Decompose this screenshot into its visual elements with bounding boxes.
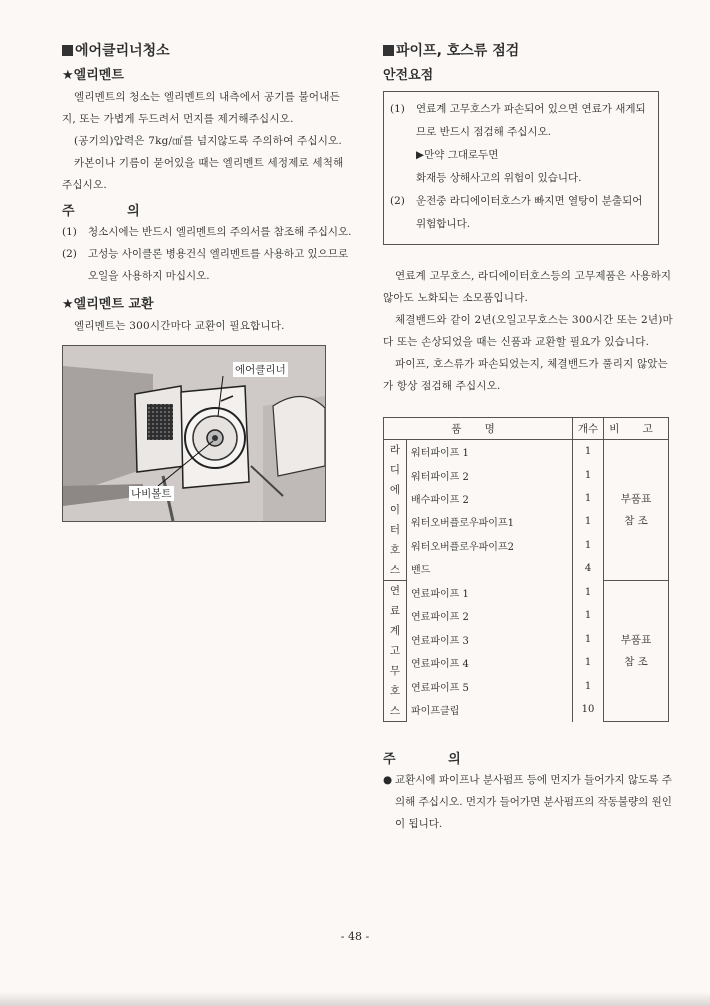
table-row: 워터오버플로우파이프1 1 (384, 510, 669, 533)
group-note: 부품표 참 조 (604, 440, 669, 581)
air-cleaner-section-title: 에어클리너청소 (62, 40, 352, 60)
element-paragraph-3: 카본이나 기름이 묻어있을 때는 엘리멘트 세정제로 세척해 주십시오. (62, 157, 344, 191)
header-part-name: 품 명 (384, 418, 573, 440)
group-note: 부품표 참 조 (604, 581, 669, 722)
left-column (62, 36, 352, 522)
square-bullet-icon (383, 45, 394, 56)
air-cleaner-figure (62, 345, 326, 522)
parts-table (383, 417, 669, 722)
safety-points-title: 안전요점 (383, 68, 434, 83)
page-edge-shadow (0, 992, 710, 1006)
table-row: 연 료 계 고 무 호 스 연료파이프 1 1 부품표 참 조 (384, 581, 669, 605)
caution-heading: 주 의 (383, 752, 485, 767)
safety-consequence-2: 화재등 상해사고의 위험이 있습니다. (416, 172, 582, 184)
table-row: 연료파이프 4 1 (384, 651, 669, 675)
header-count: 개수 (573, 418, 604, 440)
safety-item: (1) 연료계 고무호스가 파손되어 있으면 연료가 새게되므로 반드시 점검해 주십시오. (390, 103, 646, 138)
right-column (383, 36, 673, 835)
table-row: 라 디 에 이 터 호 스 워터파이프 1 1 부품표 참 조 (384, 440, 669, 464)
table-row: 연료파이프 3 1 (384, 628, 669, 652)
group-label-fuel: 연 료 계 고 무 호 스 (384, 581, 407, 722)
table-row: 밴드 4 (384, 557, 669, 580)
header-note: 비 고 (604, 418, 669, 440)
square-bullet-icon (62, 45, 73, 56)
element-paragraph-1: 엘리멘트의 청소는 엘리멘트의 내측에서 공기를 불어내든지, 또는 가볍게 두드려서 먼지를 제거해주십시오. (62, 91, 340, 125)
table-row: 워터오버플로우파이프2 1 (384, 534, 669, 557)
hose-paragraph-2: 체결밴드와 같이 2년(오일고무호스는 300시간 또는 2년)마다 또는 손상되었을 때는 신품과 교환할 필요가 있습니다. (383, 314, 673, 348)
caution-item: ● 교환시에 파이프나 분사펌프 등에 먼지가 들어가지 않도록 주의해 주십시오. 먼지가 들어가면 분사펌프의 작동불량의 원인이 됩니다. (383, 769, 673, 835)
hose-paragraph-3: 파이프, 호스류가 파손되었는지, 체결밴드가 풀리지 않았는가 항상 점검해 주십시오. (383, 358, 668, 392)
wing-bolt-label: 나비볼트 (131, 488, 172, 500)
page-number: - 48 - (340, 930, 370, 943)
air-cleaner-label: 에어클리너 (235, 364, 286, 376)
element-paragraph-2: (공기의)압력은 7kg/㎠를 넘지않도록 주의하여 주십시오. (74, 135, 342, 147)
element-replace-text: 엘리멘트는 300시간마다 교환이 필요합니다. (74, 320, 285, 332)
table-row: 연료파이프 2 1 (384, 604, 669, 628)
caution-heading: 주 의 (62, 204, 164, 219)
caution-item: (2) 고성능 사이클론 병용건식 엘리멘트를 사용하고 있으므로 오일을 사용하지 마십시오. (62, 248, 349, 282)
element-replace-subtitle: ★엘리멘트 교환 (62, 297, 154, 312)
bullet-icon: ● (383, 774, 393, 786)
hose-paragraph-1: 연료계 고무호스, 라디에이터호스등의 고무제품은 사용하지 않아도 노화되는 소모품입니다. (383, 270, 672, 304)
element-subtitle: ★엘리멘트 (62, 68, 124, 83)
table-row: 파이프클립 10 (384, 698, 669, 722)
safety-item: (2) 운전중 라디에이터호스가 빠지면 열탕이 분출되어 위험합니다. (390, 195, 643, 230)
table-row: 워터파이프 2 1 (384, 463, 669, 486)
caution-item: (1) 청소시에는 반드시 엘리멘트의 주의서를 참조해 주십시오. (62, 226, 352, 238)
table-row: 연료파이프 5 1 (384, 675, 669, 699)
table-row: 배수파이프 2 1 (384, 487, 669, 510)
group-label-radiator: 라 디 에 이 터 호 스 (384, 440, 407, 581)
pipe-hose-section-title: 파이프, 호스류 점검 (383, 40, 673, 60)
safety-box (383, 91, 659, 245)
table-header-row (384, 418, 669, 440)
safety-consequence-1: ▶만약 그대로두면 (416, 149, 499, 161)
